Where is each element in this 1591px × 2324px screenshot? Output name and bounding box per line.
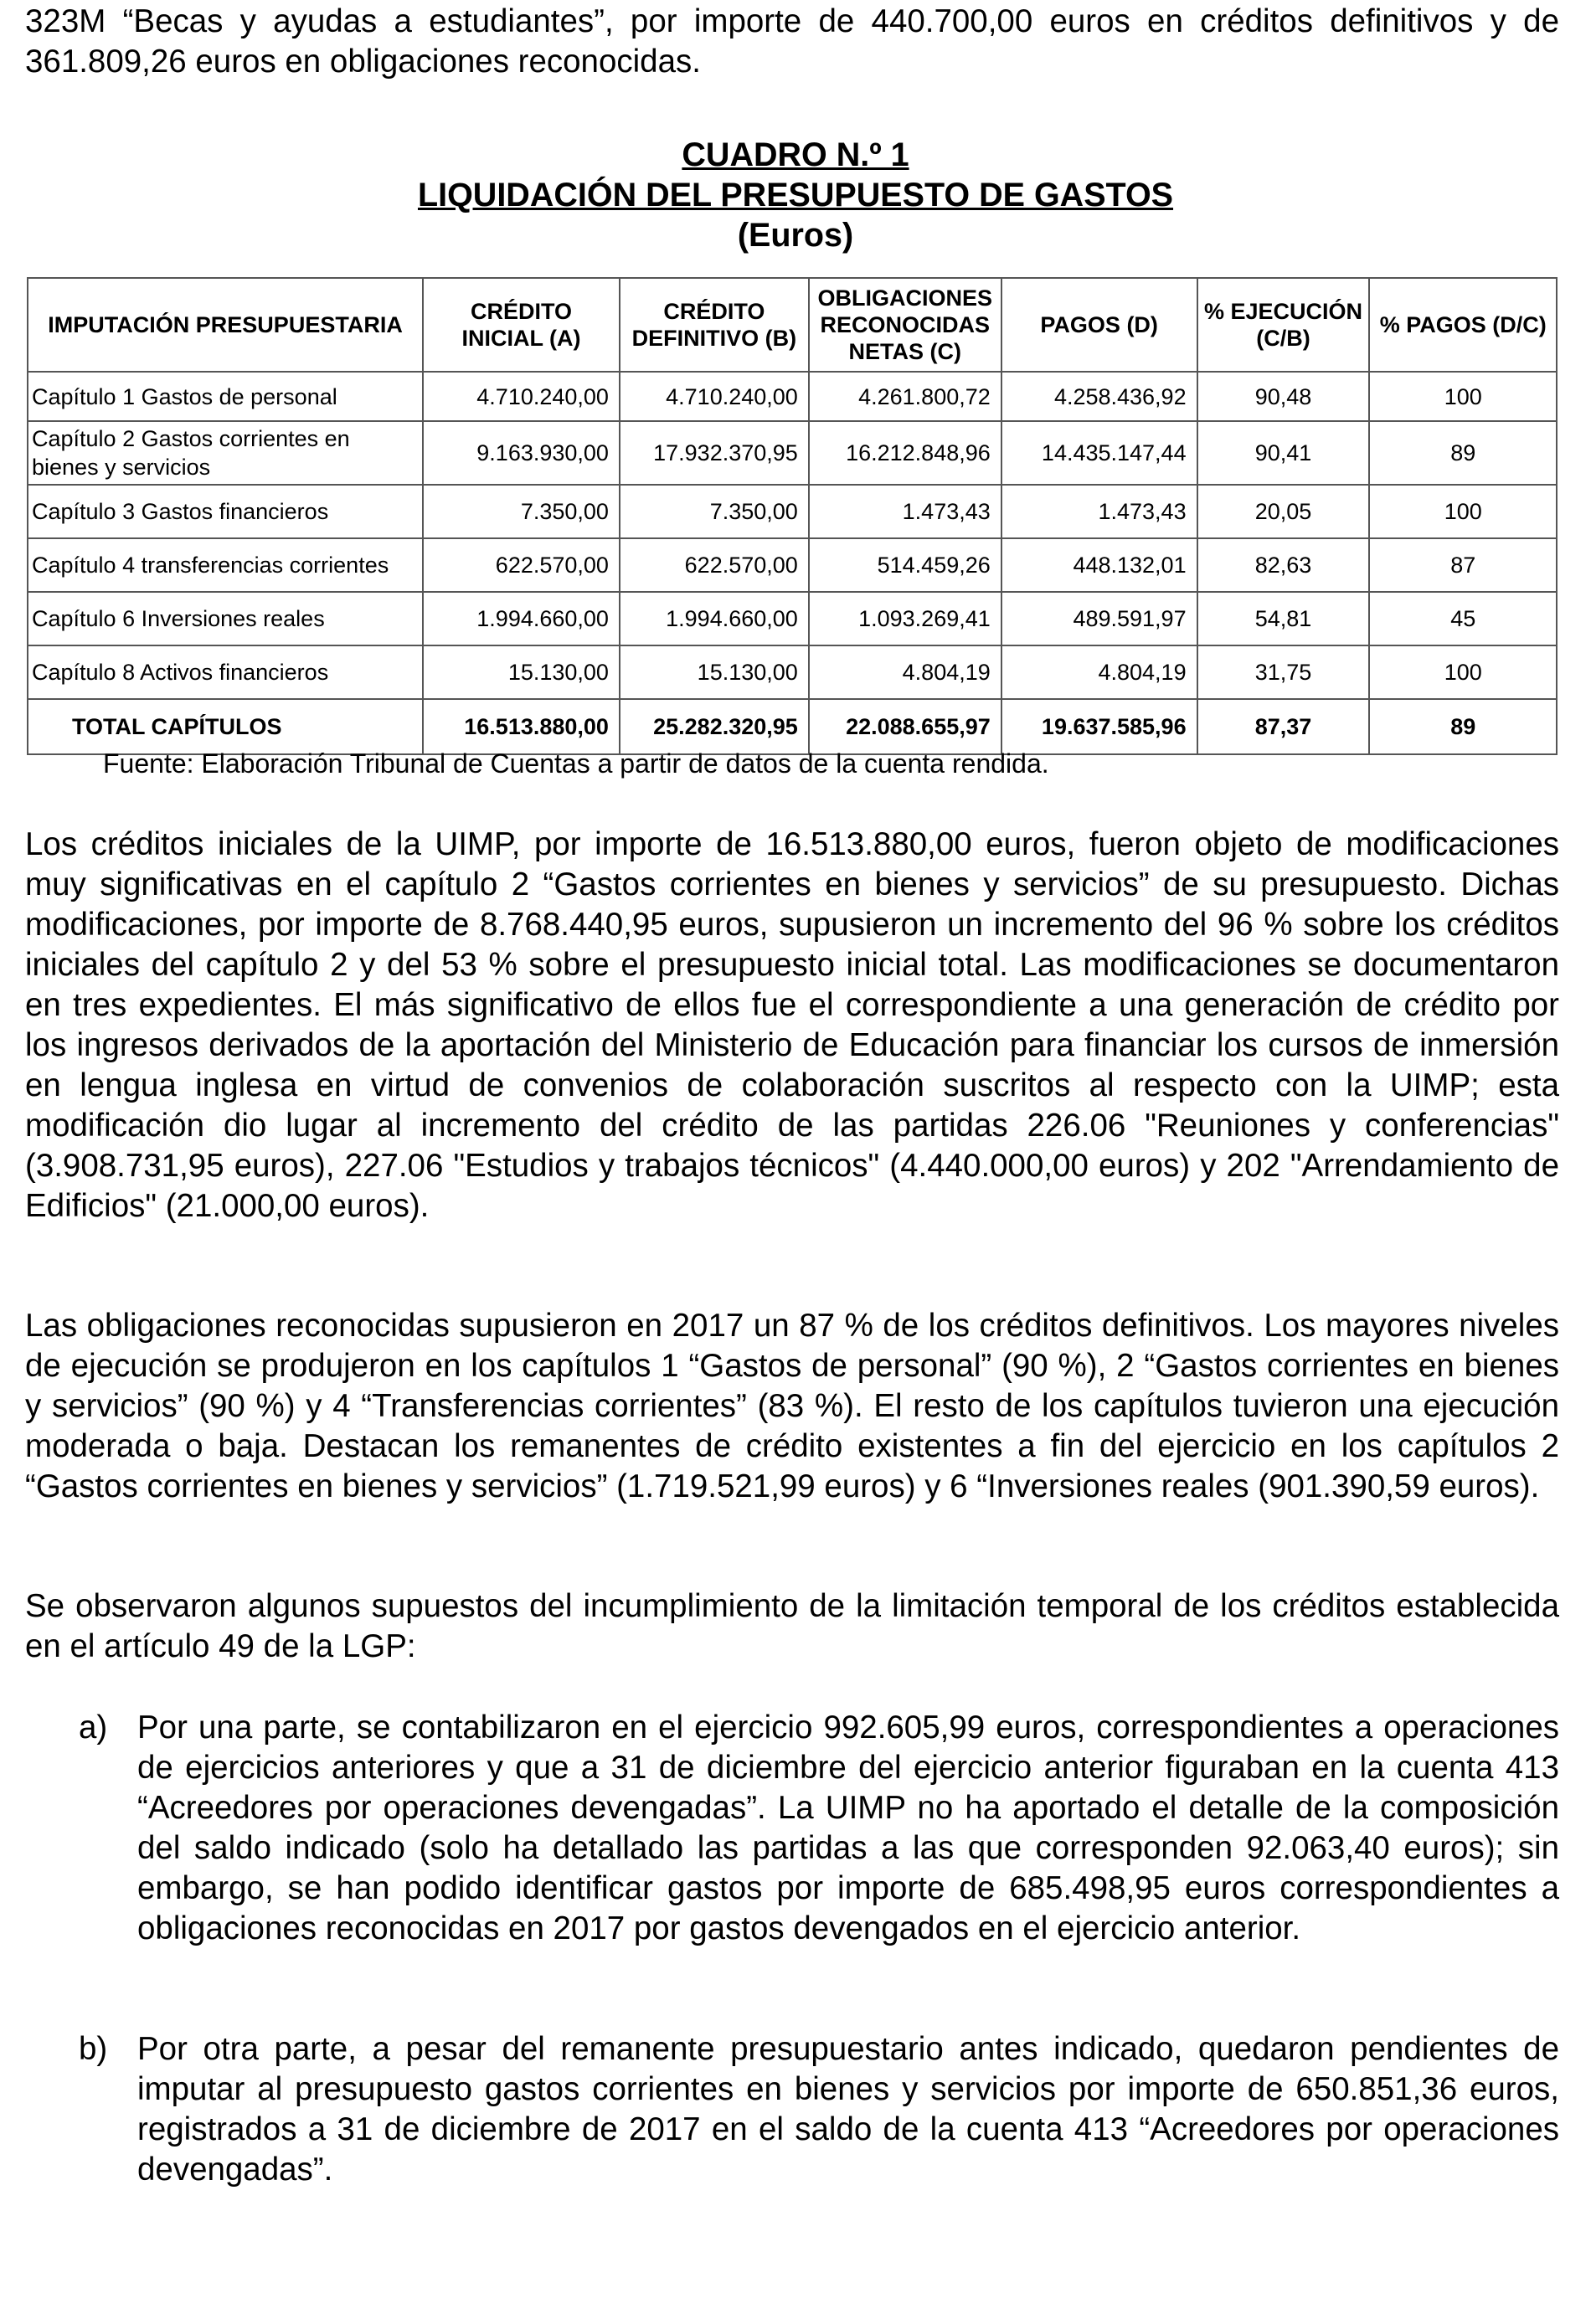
table-row xyxy=(28,645,1557,699)
list-item-text: Por otra parte, a pesar del remanente presupuestario antes indicado, quedaron pendientes de imputar al presupuesto gastos corrientes en bienes y servicios por importe de 650.851,36 euros, registrados a 31 de diciembre de 2017 en el saldo de la cuenta 413 “Acreedores por operaciones devengadas”. xyxy=(137,2031,1559,2188)
paragraph-modificaciones: Los créditos iniciales de la UIMP, por importe de 16.513.880,00 euros, fueron objeto de modificaciones muy significativas en el capítulo 2 “Gastos corrientes en bienes y servicios” de su presupuesto. Dichas modificaciones, por importe de 8.768.440,95 euros, supusieron un incremento del 96 % sobre los créditos iniciales del capítulo 2 y del 53 % sobre el presupuesto inicial total. Las modificaciones se documentaron en tres expedientes. El más significativo de ellos fue el correspondiente a una generación de crédito por los ingresos derivados de la aportación del Ministerio de Educación para financiar los cursos de inmersión en lengua inglesa en virtud de convenios de colaboración suscritos al respecto con la UIMP; esta modificación dio lugar al incremento del crédito de las partidas 226.06 "Reuniones y conferencias" (3.908.731,95 euros), 227.06 "Estudios y trabajos técnicos" (4.440.000,00 euros) y 202 "Arrendamiento de Edificios" (21.000,00 euros). xyxy=(25,826,1559,1224)
cell-pagos-pct: 87 xyxy=(1369,538,1557,592)
cell-credito-inicial: 4.710.240,00 xyxy=(423,372,620,421)
cell-pagos-pct: 89 xyxy=(1369,421,1557,485)
cell-credito-inicial: 7.350,00 xyxy=(423,485,620,538)
header-credito-inicial: CRÉDITO INICIAL (A) xyxy=(423,278,620,372)
list-item xyxy=(79,2029,1559,2190)
header-imputacion: IMPUTACIÓN PRESUPUESTARIA xyxy=(28,278,423,372)
row-label: Capítulo 4 transferencias corrientes xyxy=(28,538,423,592)
list-marker: a) xyxy=(79,1710,108,1746)
header-ejecucion: % EJECUCIÓN (C/B) xyxy=(1197,278,1370,372)
cell-credito-inicial: 1.994.660,00 xyxy=(423,592,620,645)
cell-obligaciones: 1.093.269,41 xyxy=(809,592,1001,645)
row-label: Capítulo 1 Gastos de personal xyxy=(28,372,423,421)
cell-ejecucion: 90,41 xyxy=(1197,421,1370,485)
total-credito-definitivo: 25.282.320,95 xyxy=(620,699,809,754)
table-title: LIQUIDACIÓN DEL PRESUPUESTO DE GASTOS xyxy=(417,177,1174,213)
table-row xyxy=(28,592,1557,645)
total-label: TOTAL CAPÍTULOS xyxy=(28,699,423,754)
total-credito-inicial: 16.513.880,00 xyxy=(423,699,620,754)
cell-ejecucion: 54,81 xyxy=(1197,592,1370,645)
table-header-row xyxy=(28,278,1557,372)
cell-credito-inicial: 622.570,00 xyxy=(423,538,620,592)
row-label: Capítulo 6 Inversiones reales xyxy=(28,592,423,645)
cell-pagos-pct: 100 xyxy=(1369,645,1557,699)
cell-pagos: 489.591,97 xyxy=(1001,592,1197,645)
cell-obligaciones: 4.804,19 xyxy=(809,645,1001,699)
header-credito-definitivo: CRÉDITO DEFINITIVO (B) xyxy=(620,278,809,372)
cell-credito-definitivo: 15.130,00 xyxy=(620,645,809,699)
total-ejecucion: 87,37 xyxy=(1197,699,1370,754)
table-row xyxy=(28,485,1557,538)
list-item-text: Por una parte, se contabilizaron en el ejercicio 992.605,99 euros, correspondientes a operaciones de ejercicios anteriores y que a 31 de diciembre del ejercicio anterior figuraban en la cuenta 413 “Acreedores por operaciones devengadas”. La UIMP no ha aportado el detalle de la composición del saldo indicado (solo ha detallado las partidas a las que corresponden 92.063,40 euros); sin embargo, se han podido identificar gastos por importe de 685.498,95 euros correspondientes a obligaciones reconocidas en 2017 por gastos devengados en el ejercicio anterior. xyxy=(137,1710,1559,1946)
cell-credito-inicial: 9.163.930,00 xyxy=(423,421,620,485)
cell-pagos: 4.804,19 xyxy=(1001,645,1197,699)
cell-ejecucion: 82,63 xyxy=(1197,538,1370,592)
table-row xyxy=(28,538,1557,592)
cell-ejecucion: 31,75 xyxy=(1197,645,1370,699)
cell-pagos: 14.435.147,44 xyxy=(1001,421,1197,485)
table-row xyxy=(28,372,1557,421)
cell-credito-definitivo: 4.710.240,00 xyxy=(620,372,809,421)
cell-credito-definitivo: 17.932.370,95 xyxy=(620,421,809,485)
table-row xyxy=(28,421,1557,485)
paragraph-incumplimiento: Se observaron algunos supuestos del incumplimiento de la limitación temporal de los créditos establecida en el artículo 49 de la LGP: xyxy=(25,1588,1559,1664)
cell-pagos: 4.258.436,92 xyxy=(1001,372,1197,421)
row-label: Capítulo 2 Gastos corrientes en bienes y servicios xyxy=(28,421,423,485)
table-number: CUADRO N.º 1 xyxy=(682,136,909,173)
cell-ejecucion: 20,05 xyxy=(1197,485,1370,538)
cell-ejecucion: 90,48 xyxy=(1197,372,1370,421)
header-pagos: PAGOS (D) xyxy=(1001,278,1197,372)
cell-pagos: 1.473,43 xyxy=(1001,485,1197,538)
list-item xyxy=(79,1708,1559,1949)
table-title-block xyxy=(0,135,1591,255)
cell-obligaciones: 514.459,26 xyxy=(809,538,1001,592)
budget-table xyxy=(27,277,1558,755)
cell-obligaciones: 1.473,43 xyxy=(809,485,1001,538)
header-pagos-pct: % PAGOS (D/C) xyxy=(1369,278,1557,372)
cell-pagos-pct: 45 xyxy=(1369,592,1557,645)
intro-paragraph: 323M “Becas y ayudas a estudiantes”, por importe de 440.700,00 euros en créditos definitivos y de 361.809,26 euros en obligaciones reconocidas. xyxy=(25,3,1559,80)
table-source-note: Fuente: Elaboración Tribunal de Cuentas a partir de datos de la cuenta rendida. xyxy=(103,748,1049,779)
cell-obligaciones: 16.212.848,96 xyxy=(809,421,1001,485)
cell-credito-definitivo: 1.994.660,00 xyxy=(620,592,809,645)
list-marker: b) xyxy=(79,2031,108,2067)
cell-obligaciones: 4.261.800,72 xyxy=(809,372,1001,421)
total-pagos: 19.637.585,96 xyxy=(1001,699,1197,754)
total-pagos-pct: 89 xyxy=(1369,699,1557,754)
header-obligaciones: OBLIGACIONES RECONOCIDAS NETAS (C) xyxy=(809,278,1001,372)
cell-pagos-pct: 100 xyxy=(1369,372,1557,421)
total-obligaciones: 22.088.655,97 xyxy=(809,699,1001,754)
row-label: Capítulo 8 Activos financieros xyxy=(28,645,423,699)
cell-credito-inicial: 15.130,00 xyxy=(423,645,620,699)
cell-credito-definitivo: 622.570,00 xyxy=(620,538,809,592)
cell-pagos-pct: 100 xyxy=(1369,485,1557,538)
table-unit: (Euros) xyxy=(737,217,854,254)
cell-credito-definitivo: 7.350,00 xyxy=(620,485,809,538)
cell-pagos: 448.132,01 xyxy=(1001,538,1197,592)
row-label: Capítulo 3 Gastos financieros xyxy=(28,485,423,538)
paragraph-obligaciones: Las obligaciones reconocidas supusieron en 2017 un 87 % de los créditos definitivos. Los mayores niveles de ejecución se produjeron en los capítulos 1 “Gastos de personal” (90 %), 2 “Gastos corrientes en bienes y servicios” (90 %) y 4 “Transferencias corrientes” (83 %). El resto de los capítulos tuvieron una ejecución moderada o baja. Destacan los remanentes de crédito existentes a fin del ejercicio en los capítulos 2 “Gastos corrientes en bienes y servicios” (1.719.521,99 euros) y 6 “Inversiones reales (901.390,59 euros). xyxy=(25,1308,1559,1504)
